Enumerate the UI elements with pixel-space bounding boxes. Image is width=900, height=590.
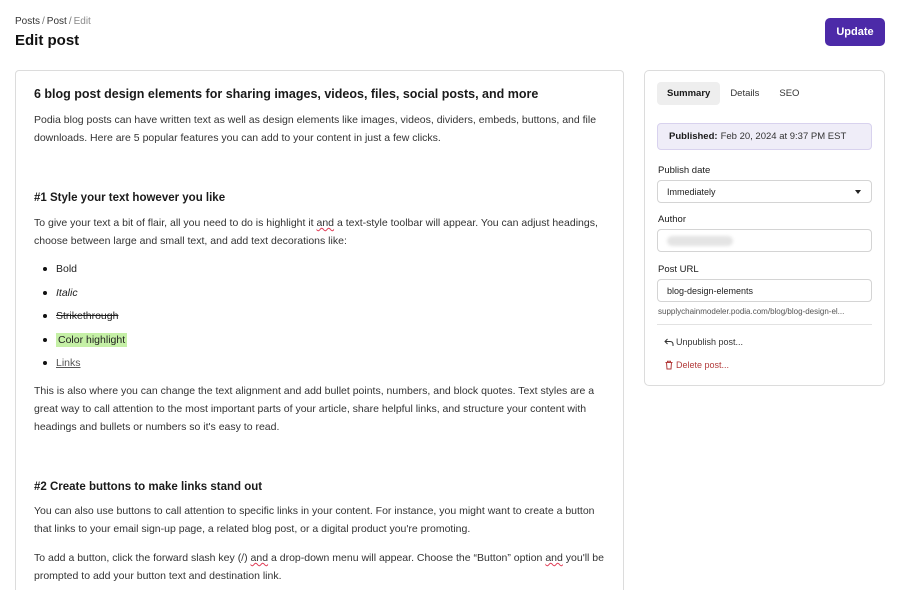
unpublish-post-button[interactable] xyxy=(664,337,743,347)
author-name-redacted xyxy=(667,236,733,246)
intro-paragraph[interactable]: Podia blog posts can have written text as well as design elements like images, videos, dividers, embeds, buttons, and file downloads. Here are 5 popular features you can add to your content in just a few clicks. xyxy=(34,114,597,144)
post-title[interactable]: 6 blog post design elements for sharing images, videos, files, social posts, and more xyxy=(34,87,539,101)
tab-seo[interactable]: SEO xyxy=(779,88,800,99)
post-editor[interactable] xyxy=(15,70,624,590)
text-run: To give your text a bit of flair, all you need to do is highlight it xyxy=(34,217,317,229)
section2-paragraph-2[interactable] xyxy=(34,549,609,585)
breadcrumb-separator: / xyxy=(68,16,72,27)
publish-date-value: Immediately xyxy=(667,186,716,197)
text-run: a text-style toolbar will appear. You can adjust headings, choose between large and small text, and add text decorations like: xyxy=(34,217,598,247)
post-settings-panel xyxy=(644,70,885,386)
list-item-bold[interactable]: Bold xyxy=(56,260,127,284)
spellcheck-word[interactable]: and xyxy=(316,217,335,229)
tab-summary[interactable]: Summary xyxy=(657,82,720,105)
chevron-down-icon xyxy=(855,190,861,194)
section1-after-paragraph[interactable]: This is also where you can change the text alignment and add bullet points, numbers, and block quotes. Text styles are a great way to call attention to the most important parts of your article, share helpful links, and structure your content with headings and bullets or numbers so it's easy to read. xyxy=(34,385,595,433)
spellcheck-word[interactable]: and xyxy=(250,552,269,564)
text-run: a drop-down menu will appear. Choose the “Button” option xyxy=(268,552,546,564)
breadcrumb-separator: / xyxy=(42,16,45,27)
publish-date-select[interactable] xyxy=(657,180,872,203)
update-button[interactable]: Update xyxy=(825,18,885,46)
list-item-strikethrough[interactable]: Strikethrough xyxy=(56,307,127,331)
style-list xyxy=(56,260,127,378)
undo-arrow-icon xyxy=(664,337,674,347)
unpublish-label: Unpublish post... xyxy=(676,337,744,347)
author-label: Author xyxy=(658,214,686,225)
breadcrumb xyxy=(15,16,91,27)
breadcrumb-posts[interactable]: Posts xyxy=(15,16,41,27)
section2-heading[interactable]: #2 Create buttons to make links stand out xyxy=(34,481,263,493)
highlight-text: Color highlight xyxy=(58,333,126,346)
spellcheck-word[interactable]: and xyxy=(545,552,563,564)
link-text[interactable]: Links xyxy=(56,357,81,369)
trash-icon xyxy=(664,360,674,370)
breadcrumb-post[interactable]: Post xyxy=(46,16,67,27)
author-field[interactable] xyxy=(657,229,872,252)
breadcrumb-current: Edit xyxy=(73,16,91,27)
section1-heading[interactable]: #1 Style your text however you like xyxy=(34,192,226,204)
section2-paragraph-1[interactable]: You can also use buttons to call attention to specific links in your content. For instance, you might want to create a button that links to your email sign-up page, a related blog post, or a digital product you're promoting. xyxy=(34,505,595,535)
list-item-highlight[interactable] xyxy=(56,331,127,355)
post-url-label: Post URL xyxy=(658,264,699,275)
post-url-input[interactable]: blog-design-elements xyxy=(657,279,872,302)
published-value: Feb 20, 2024 at 9:37 PM EST xyxy=(720,131,847,142)
settings-tabs xyxy=(657,82,809,105)
text-run: To add a button, click the forward slash key (/) xyxy=(34,552,251,564)
divider xyxy=(657,324,872,325)
section1-paragraph[interactable] xyxy=(34,214,609,250)
delete-post-button[interactable] xyxy=(664,360,729,370)
published-label: Published: xyxy=(669,131,718,142)
delete-label: Delete post... xyxy=(676,360,730,370)
text-run: you'll be prompted to add your button text and destination link. xyxy=(34,552,604,582)
list-item-links[interactable] xyxy=(56,354,127,378)
post-url-preview: supplychainmodeler.podia.com/blog/blog-design-el... xyxy=(658,307,845,316)
list-item-italic[interactable]: Italic xyxy=(56,284,127,308)
published-status xyxy=(657,123,872,150)
tab-details[interactable]: Details xyxy=(730,88,760,99)
publish-date-label: Publish date xyxy=(658,165,711,176)
page-title: Edit post xyxy=(15,32,80,49)
